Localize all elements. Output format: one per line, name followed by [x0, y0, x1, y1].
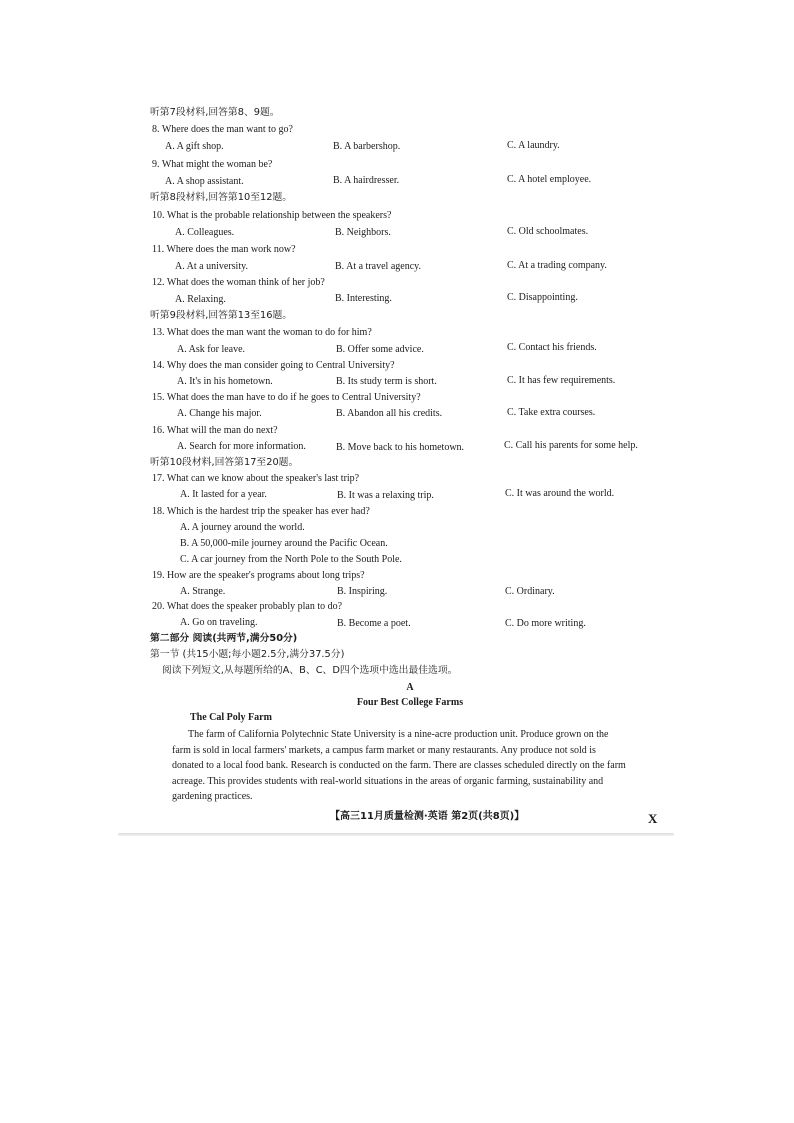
option-c: C. Ordinary.: [505, 586, 555, 597]
option-c: C. Contact his friends.: [507, 342, 597, 353]
option-c: C. Disappointing.: [507, 292, 578, 303]
option-b: B. Offer some advice.: [336, 344, 424, 355]
paragraph-line: farm is sold in local farmers' markets, a campus farm market or many restaurants. Any produce not sold is: [172, 744, 596, 756]
option-c: C. Old schoolmates.: [507, 226, 589, 237]
part-title: 第二部分 阅读(共两节,满分50分): [150, 633, 298, 644]
option-a: A. A shop assistant.: [165, 176, 244, 187]
option-b: B. Neighbors.: [335, 227, 391, 238]
section-heading: 听第8段材料,回答第10至12题。: [150, 192, 293, 203]
question-stem: 17. What can we know about the speaker's last trip?: [152, 473, 360, 484]
option-c: C. Take extra courses.: [507, 407, 596, 418]
question-stem: 12. What does the woman think of her job?: [152, 277, 325, 288]
option-b: B. Inspiring.: [337, 586, 388, 597]
option-b: B. It was a relaxing trip.: [337, 490, 434, 501]
option-b: B. At a travel agency.: [335, 261, 421, 272]
option-a: A. At a university.: [175, 261, 248, 272]
question-stem: 19. How are the speaker's programs about long trips?: [152, 570, 365, 581]
page-mark: X: [648, 811, 658, 826]
question-stem: 15. What does the man have to do if he goes to Central University?: [152, 392, 421, 403]
section-heading: 听第10段材料,回答第17至20题。: [150, 457, 299, 468]
paragraph-line: acreage. This provides students with real-world situations in the areas of organic farming, sustainability and: [172, 775, 604, 787]
paragraph-line: gardening practices.: [172, 791, 253, 802]
option-b: B. A barbershop.: [333, 141, 401, 152]
option-a: A. A gift shop.: [165, 141, 224, 152]
option-b: B. Become a poet.: [337, 618, 411, 629]
option-a: A. Strange.: [180, 586, 226, 597]
scan-bottom-edge: [118, 833, 674, 836]
section-heading: 听第7段材料,回答第8、9题。: [150, 107, 280, 118]
option-b: B. Interesting.: [335, 293, 392, 304]
passage-subheading: The Cal Poly Farm: [190, 712, 272, 723]
passage-letter: A: [406, 682, 414, 693]
option-a: A. Change his major.: [177, 408, 262, 419]
option-a: A. Ask for leave.: [177, 344, 246, 355]
question-stem: 13. What does the man want the woman to do for him?: [152, 327, 372, 338]
question-stem: 20. What does the speaker probably plan to do?: [152, 601, 343, 612]
paragraph-line: donated to a local food bank. Research is conducted on the farm. There are classes scheduled directly on the farm: [172, 760, 626, 771]
option-c: C. A laundry.: [507, 140, 560, 151]
option-b: B. Abandon all his credits.: [336, 408, 443, 419]
option-b: B. A hairdresser.: [333, 175, 400, 186]
question-stem: 18. Which is the hardest trip the speaker has ever had?: [152, 506, 370, 517]
option-b: B. A 50,000-mile journey around the Pacific Ocean.: [180, 538, 388, 549]
question-stem: 10. What is the probable relationship between the speakers?: [152, 210, 392, 221]
option-c: C. It was around the world.: [505, 488, 615, 499]
section-title: 第一节 (共15小题;每小题2.5分,满分37.5分): [150, 649, 345, 660]
question-stem: 8. Where does the man want to go?: [152, 124, 293, 135]
section-heading: 听第9段材料,回答第13至16题。: [150, 310, 293, 321]
question-stem: 11. Where does the man work now?: [152, 244, 296, 255]
option-c: C. It has few requirements.: [507, 375, 616, 386]
passage-paragraph: [172, 727, 660, 805]
reading-instruction: 阅读下列短文,从每题所给的A、B、C、D四个选项中选出最佳选项。: [162, 665, 458, 676]
option-c: C. At a trading company.: [507, 260, 607, 271]
option-c: C. A hotel employee.: [507, 174, 592, 185]
option-b: B. Move back to his hometown.: [336, 442, 465, 453]
question-stem: 16. What will the man do next?: [152, 425, 278, 436]
option-a: A. Colleagues.: [175, 227, 235, 238]
option-b: B. Its study term is short.: [336, 376, 437, 387]
option-c: C. Do more writing.: [505, 618, 586, 629]
option-c: C. Call his parents for some help.: [504, 440, 638, 451]
option-a: A. It lasted for a year.: [180, 489, 267, 500]
option-a: A. Relaxing.: [175, 294, 226, 305]
paragraph-line: The farm of California Polytechnic State University is a nine-acre production unit. Produce grown on the: [188, 729, 609, 740]
page-footer: 【高三11月质量检测·英语 第2页(共8页)】: [330, 811, 525, 822]
option-a: A. A journey around the world.: [180, 522, 305, 533]
option-a: A. It's in his hometown.: [177, 376, 273, 387]
option-c: C. A car journey from the North Pole to the South Pole.: [180, 554, 402, 565]
question-stem: 9. What might the woman be?: [152, 159, 273, 170]
option-a: A. Search for more information.: [177, 441, 306, 452]
option-a: A. Go on traveling.: [180, 617, 258, 628]
question-stem: 14. Why does the man consider going to Central University?: [152, 360, 395, 371]
passage-title: Four Best College Farms: [356, 697, 464, 708]
